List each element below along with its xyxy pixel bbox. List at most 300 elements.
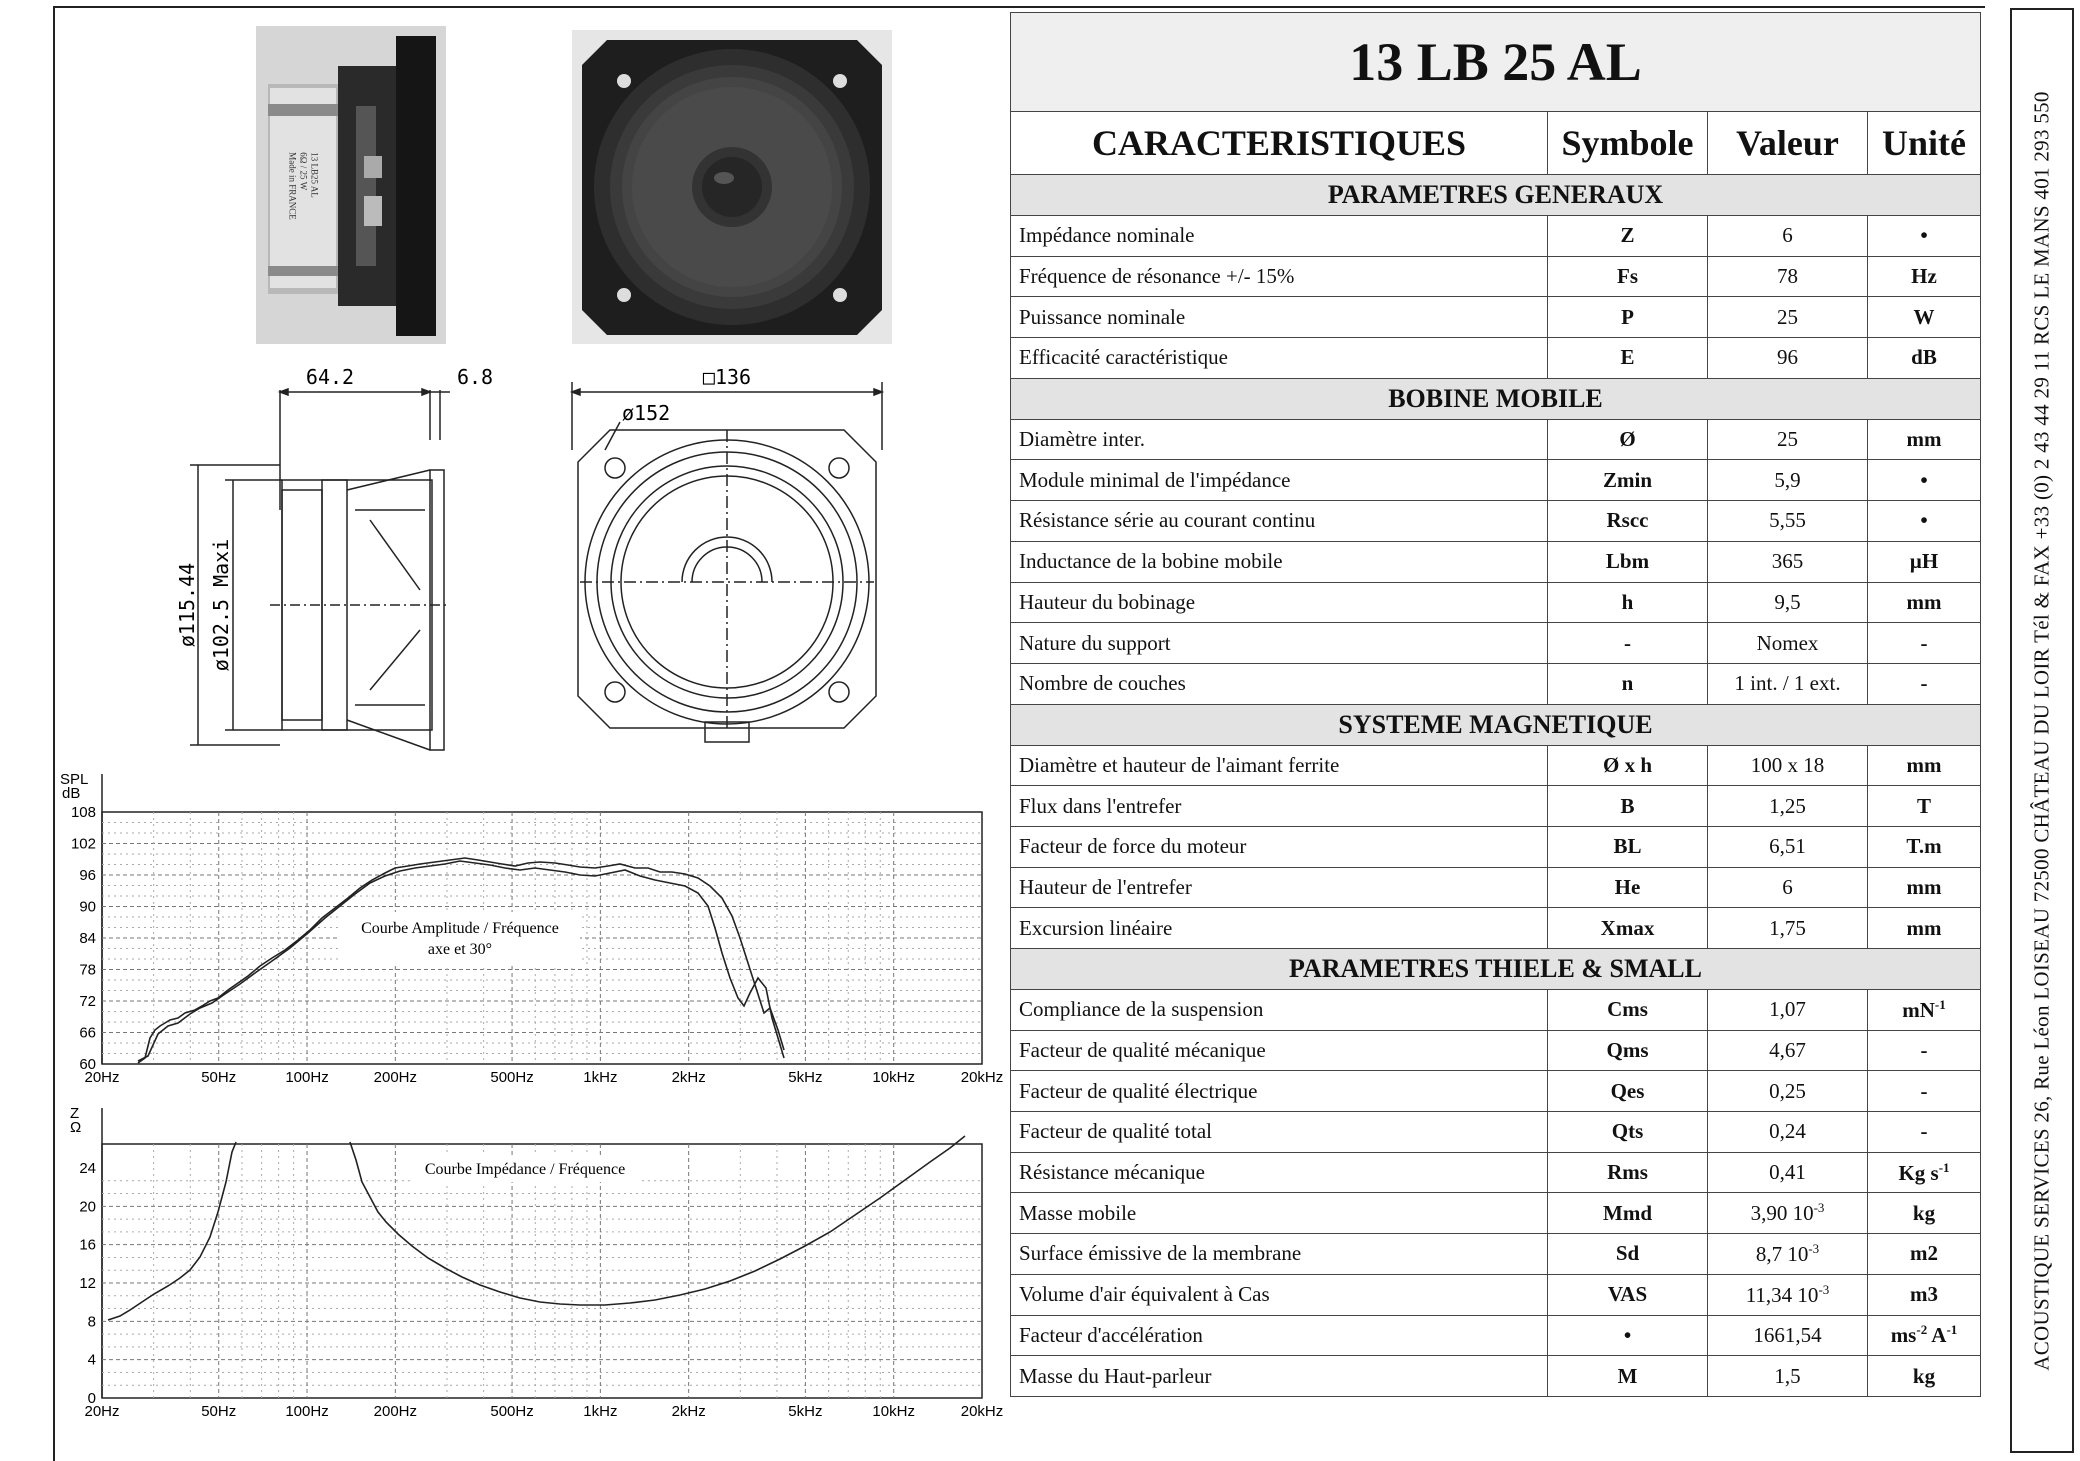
header-valeur: Valeur bbox=[1708, 112, 1868, 175]
spec-label bbox=[1011, 663, 1548, 704]
spec-label bbox=[1011, 908, 1548, 949]
spec-label bbox=[1011, 419, 1548, 460]
spec-row bbox=[1011, 1315, 1981, 1356]
spec-label-text: Impédance nominale bbox=[1019, 223, 1195, 248]
spec-row bbox=[1011, 1030, 1981, 1071]
spec-unit bbox=[1868, 663, 1981, 704]
dim-flange-label: 6.8 bbox=[456, 365, 494, 389]
spl-y-tick: 108 bbox=[70, 804, 96, 821]
spec-symbol bbox=[1548, 623, 1708, 664]
spec-value-text: 0,24 bbox=[1769, 1119, 1806, 1144]
spec-value bbox=[1708, 1152, 1868, 1193]
spec-value-text: 5,55 bbox=[1769, 508, 1806, 533]
spec-unit-text: • bbox=[1920, 508, 1928, 533]
spec-symbol-text: He bbox=[1614, 874, 1641, 899]
spec-row bbox=[1011, 1234, 1981, 1275]
spec-label-text: Facteur de force du moteur bbox=[1019, 834, 1247, 859]
section-header bbox=[1011, 704, 1981, 745]
spec-value-text: 1,25 bbox=[1769, 793, 1806, 818]
spec-value bbox=[1708, 786, 1868, 827]
spec-unit-text: mm bbox=[1906, 589, 1942, 614]
spec-unit-text: • bbox=[1920, 223, 1928, 248]
section-title: SYSTEME MAGNETIQUE bbox=[1011, 704, 1981, 745]
spec-value-exponent: -3 bbox=[1808, 1240, 1820, 1256]
spec-symbol bbox=[1548, 541, 1708, 582]
spec-row bbox=[1011, 1071, 1981, 1112]
imp-x-tick: 10kHz bbox=[872, 1403, 915, 1420]
spec-value bbox=[1708, 867, 1868, 908]
spec-label bbox=[1011, 1152, 1548, 1193]
spec-row bbox=[1011, 826, 1981, 867]
spec-row bbox=[1011, 623, 1981, 664]
spl-x-tick: 10kHz bbox=[872, 1069, 915, 1086]
spec-symbol-text: Qes bbox=[1610, 1078, 1645, 1103]
photo-label-origin: Made in FRANCE bbox=[287, 152, 298, 220]
header-symbole: Symbole bbox=[1548, 112, 1708, 175]
spec-unit-text: - bbox=[1920, 1038, 1928, 1063]
spec-label-text: Volume d'air équivalent à Cas bbox=[1019, 1282, 1270, 1307]
spec-unit-text: - bbox=[1920, 1119, 1928, 1144]
spec-unit bbox=[1868, 1193, 1981, 1234]
spec-label-text: Inductance de la bobine mobile bbox=[1019, 549, 1283, 574]
spec-symbol bbox=[1548, 1071, 1708, 1112]
spl-y-tick: 78 bbox=[79, 961, 96, 979]
front-view-drawing bbox=[560, 360, 900, 760]
spec-value-text: 4,67 bbox=[1769, 1038, 1806, 1063]
spec-value bbox=[1708, 1274, 1868, 1315]
spec-value-text: 365 bbox=[1771, 549, 1804, 574]
spl-x-tick: 50Hz bbox=[201, 1069, 237, 1086]
section-header bbox=[1011, 175, 1981, 216]
speaker-front-photo bbox=[572, 30, 892, 344]
spec-label-text: Excursion linéaire bbox=[1019, 915, 1173, 940]
imp-y-tick: 8 bbox=[87, 1313, 96, 1331]
spec-row bbox=[1011, 582, 1981, 623]
imp-y-tick: 16 bbox=[79, 1236, 96, 1254]
spec-symbol bbox=[1548, 663, 1708, 704]
spec-unit-text: ms bbox=[1890, 1323, 1917, 1348]
spec-symbol bbox=[1548, 1274, 1708, 1315]
spec-value-text: 0,25 bbox=[1769, 1078, 1806, 1103]
imp-x-tick: 50Hz bbox=[201, 1403, 237, 1420]
spec-unit bbox=[1868, 990, 1981, 1031]
spec-value bbox=[1708, 1112, 1868, 1153]
spec-value-text: 1,07 bbox=[1769, 997, 1806, 1022]
spec-row bbox=[1011, 501, 1981, 542]
spec-symbol bbox=[1548, 419, 1708, 460]
spec-label-text: Diamètre et hauteur de l'aimant ferrite bbox=[1019, 752, 1340, 777]
spec-symbol bbox=[1548, 1112, 1708, 1153]
spec-value bbox=[1708, 1193, 1868, 1234]
spec-symbol-text: Rscc bbox=[1606, 508, 1649, 533]
spec-unit bbox=[1868, 338, 1981, 379]
spl-x-tick: 200Hz bbox=[373, 1069, 418, 1086]
spec-symbol-text: Ø bbox=[1619, 427, 1636, 452]
spl-x-tick: 20Hz bbox=[84, 1069, 120, 1086]
spec-unit bbox=[1868, 501, 1981, 542]
spec-unit-text: - bbox=[1920, 630, 1928, 655]
spec-symbol-text: Z bbox=[1620, 223, 1635, 248]
spec-label bbox=[1011, 990, 1548, 1031]
spec-label-text: Hauteur de l'entrefer bbox=[1019, 874, 1192, 899]
spec-label bbox=[1011, 460, 1548, 501]
spec-label bbox=[1011, 541, 1548, 582]
spec-row bbox=[1011, 1274, 1981, 1315]
spec-label bbox=[1011, 1356, 1548, 1397]
spec-value bbox=[1708, 1234, 1868, 1275]
spec-label-text: Fréquence de résonance +/- 15% bbox=[1019, 264, 1295, 289]
spec-symbol bbox=[1548, 1030, 1708, 1071]
imp-x-tick: 20kHz bbox=[960, 1403, 1004, 1420]
spec-unit-text: • bbox=[1920, 467, 1928, 492]
spec-value-text: 6 bbox=[1782, 223, 1793, 248]
spec-symbol-text: Mmd bbox=[1603, 1200, 1652, 1225]
spec-value bbox=[1708, 908, 1868, 949]
spec-label bbox=[1011, 1315, 1548, 1356]
imp-x-tick: 2kHz bbox=[671, 1403, 706, 1420]
spec-unit bbox=[1868, 582, 1981, 623]
spl-y-tick: 84 bbox=[79, 930, 96, 947]
dim-depth-label: 64.2 bbox=[305, 365, 355, 389]
spec-row bbox=[1011, 908, 1981, 949]
spec-unit-text: mN bbox=[1902, 997, 1935, 1022]
spl-y-tick: 66 bbox=[79, 1024, 96, 1042]
spec-value-text: 6,51 bbox=[1769, 834, 1806, 859]
section-title: PARAMETRES GENERAUX bbox=[1011, 175, 1981, 216]
spec-unit bbox=[1868, 908, 1981, 949]
spec-row bbox=[1011, 541, 1981, 582]
spl-x-tick: 1kHz bbox=[583, 1069, 618, 1086]
spec-value bbox=[1708, 541, 1868, 582]
imp-caption: Courbe Impédance / Fréquence bbox=[424, 1161, 626, 1178]
spec-label-text: Efficacité caractéristique bbox=[1019, 345, 1228, 370]
spec-value bbox=[1708, 745, 1868, 786]
spec-value bbox=[1708, 582, 1868, 623]
spec-value-text: 96 bbox=[1777, 345, 1798, 370]
spec-symbol bbox=[1548, 582, 1708, 623]
speaker-front-photo-image bbox=[572, 30, 892, 344]
spec-symbol-text: BL bbox=[1613, 834, 1642, 859]
spec-unit bbox=[1868, 867, 1981, 908]
spec-unit bbox=[1868, 1315, 1981, 1356]
spec-label bbox=[1011, 582, 1548, 623]
spec-label-text: Facteur de qualité total bbox=[1019, 1119, 1213, 1144]
spec-value-exponent: -3 bbox=[1813, 1200, 1825, 1216]
spec-row bbox=[1011, 338, 1981, 379]
speaker-side-photo bbox=[256, 26, 446, 344]
spec-unit-text: mm bbox=[1906, 874, 1942, 899]
spec-value bbox=[1708, 256, 1868, 297]
spec-label-text: Facteur d'accélération bbox=[1019, 1322, 1203, 1347]
spec-symbol-text: P bbox=[1621, 304, 1634, 329]
spec-label-text: Facteur de qualité électrique bbox=[1019, 1078, 1258, 1103]
spec-unit bbox=[1868, 1030, 1981, 1071]
spec-label bbox=[1011, 623, 1548, 664]
spec-unit bbox=[1868, 623, 1981, 664]
spec-unit bbox=[1868, 460, 1981, 501]
spec-symbol bbox=[1548, 786, 1708, 827]
spec-unit-second: A bbox=[1927, 1323, 1947, 1348]
photo-label-model: 13 LB25 AL bbox=[309, 152, 320, 198]
imp-y-tick: 4 bbox=[87, 1351, 96, 1369]
spec-symbol-text: Qts bbox=[1611, 1119, 1644, 1144]
spec-symbol-text: E bbox=[1620, 345, 1635, 370]
spec-unit bbox=[1868, 1234, 1981, 1275]
spec-unit bbox=[1868, 419, 1981, 460]
spec-value-exponent: -3 bbox=[1818, 1281, 1830, 1297]
spl-caption-line1: Courbe Amplitude / Fréquence bbox=[361, 920, 559, 937]
spec-label-text: Facteur de qualité mécanique bbox=[1019, 1038, 1266, 1063]
spec-unit bbox=[1868, 826, 1981, 867]
spec-label-text: Résistance série au courant continu bbox=[1019, 508, 1316, 533]
spec-value bbox=[1708, 663, 1868, 704]
spec-label bbox=[1011, 501, 1548, 542]
spec-value bbox=[1708, 1315, 1868, 1356]
spec-label-text: Résistance mécanique bbox=[1019, 1160, 1206, 1185]
spec-symbol-text: • bbox=[1623, 1322, 1632, 1347]
spec-value-text: 9,5 bbox=[1774, 589, 1801, 614]
spec-symbol-text: Xmax bbox=[1600, 915, 1655, 940]
spec-row bbox=[1011, 297, 1981, 338]
spec-symbol bbox=[1548, 216, 1708, 257]
spec-unit bbox=[1868, 786, 1981, 827]
spec-value-text: 100 x 18 bbox=[1750, 752, 1825, 777]
spl-y-tick: 60 bbox=[79, 1056, 96, 1073]
spl-y-tick: 72 bbox=[79, 993, 96, 1010]
spec-label bbox=[1011, 256, 1548, 297]
spec-row bbox=[1011, 256, 1981, 297]
spec-unit-text: T bbox=[1917, 793, 1932, 818]
spec-label bbox=[1011, 1193, 1548, 1234]
spec-value bbox=[1708, 1071, 1868, 1112]
spec-unit-exponent: -1 bbox=[1938, 1159, 1950, 1175]
spec-symbol bbox=[1548, 297, 1708, 338]
spl-x-tick: 500Hz bbox=[490, 1069, 534, 1086]
spec-value-text: 6 bbox=[1782, 874, 1793, 899]
spec-row bbox=[1011, 1193, 1981, 1234]
spec-value-text: 0,41 bbox=[1769, 1160, 1806, 1185]
spl-graph bbox=[50, 768, 1010, 1098]
spec-value bbox=[1708, 1030, 1868, 1071]
spec-label-text: Nature du support bbox=[1019, 630, 1171, 655]
spec-value bbox=[1708, 990, 1868, 1031]
imp-x-tick: 20Hz bbox=[84, 1403, 120, 1420]
spec-unit bbox=[1868, 216, 1981, 257]
dim-dia2-label: ø102.5 Maxi bbox=[209, 538, 233, 672]
imp-x-tick: 5kHz bbox=[788, 1403, 823, 1420]
spec-label bbox=[1011, 826, 1548, 867]
spl-x-tick: 5kHz bbox=[788, 1069, 823, 1086]
spl-unit-top: SPL bbox=[60, 771, 89, 788]
spec-unit-text: - bbox=[1920, 1078, 1928, 1103]
section-title: PARAMETRES THIELE & SMALL bbox=[1011, 949, 1981, 990]
section-title: BOBINE MOBILE bbox=[1011, 378, 1981, 419]
spec-unit-text: W bbox=[1913, 304, 1935, 329]
spec-label-text: Module minimal de l'impédance bbox=[1019, 467, 1291, 492]
spec-unit-text: Kg s bbox=[1898, 1160, 1939, 1185]
spec-label-text: Flux dans l'entrefer bbox=[1019, 793, 1182, 818]
spec-unit bbox=[1868, 1071, 1981, 1112]
spec-value-text: 8,7 10 bbox=[1755, 1241, 1809, 1266]
spec-symbol bbox=[1548, 501, 1708, 542]
spec-unit bbox=[1868, 1356, 1981, 1397]
spec-value-text: 11,34 10 bbox=[1745, 1282, 1819, 1307]
section-header bbox=[1011, 378, 1981, 419]
spec-symbol bbox=[1548, 338, 1708, 379]
spec-unit-text: m2 bbox=[1910, 1241, 1938, 1266]
spec-unit-second-exponent: -1 bbox=[1946, 1322, 1958, 1338]
spec-unit-text: mm bbox=[1906, 427, 1942, 452]
spl-unit-bottom: dB bbox=[62, 785, 81, 802]
spec-label-text: Compliance de la suspension bbox=[1019, 997, 1264, 1022]
spec-label bbox=[1011, 1112, 1548, 1153]
spec-label bbox=[1011, 867, 1548, 908]
spec-symbol bbox=[1548, 1152, 1708, 1193]
spec-value-text: 1 int. / 1 ext. bbox=[1734, 671, 1841, 696]
spec-unit-text: m3 bbox=[1910, 1282, 1938, 1307]
spec-unit bbox=[1868, 541, 1981, 582]
spec-value bbox=[1708, 338, 1868, 379]
spec-unit-text: kg bbox=[1912, 1200, 1936, 1225]
photo-label-rating: 6Ω / 25 W bbox=[298, 152, 309, 191]
spl-caption-line2: axe et 30° bbox=[427, 941, 493, 958]
spl-x-tick: 100Hz bbox=[285, 1069, 329, 1086]
spec-label-text: Diamètre inter. bbox=[1019, 427, 1145, 452]
spec-symbol-text: h bbox=[1621, 589, 1634, 614]
spec-label-text: Puissance nominale bbox=[1019, 304, 1186, 329]
spec-value-text: 78 bbox=[1777, 264, 1798, 289]
spec-unit-text: dB bbox=[1911, 345, 1937, 370]
spec-row bbox=[1011, 1152, 1981, 1193]
imp-y-tick: 12 bbox=[79, 1275, 96, 1292]
spec-symbol bbox=[1548, 745, 1708, 786]
spec-unit bbox=[1868, 1152, 1981, 1193]
spec-value-text: 5,9 bbox=[1774, 467, 1801, 492]
spec-value-text: 1,75 bbox=[1769, 915, 1806, 940]
spec-label bbox=[1011, 1030, 1548, 1071]
spec-label bbox=[1011, 786, 1548, 827]
spl-y-tick: 96 bbox=[79, 867, 96, 884]
spec-label-text: Hauteur du bobinage bbox=[1019, 589, 1196, 614]
dim-diag-label: ø152 bbox=[622, 401, 671, 425]
spec-value-text: 1,5 bbox=[1774, 1363, 1801, 1388]
spec-label-text: Masse mobile bbox=[1019, 1200, 1137, 1225]
spec-unit bbox=[1868, 745, 1981, 786]
spec-label bbox=[1011, 338, 1548, 379]
spec-symbol bbox=[1548, 990, 1708, 1031]
spec-value-text: 25 bbox=[1777, 304, 1798, 329]
dim-square-label: □136 bbox=[702, 365, 752, 389]
spec-unit bbox=[1868, 256, 1981, 297]
spec-value bbox=[1708, 623, 1868, 664]
spec-symbol bbox=[1548, 826, 1708, 867]
spec-symbol bbox=[1548, 1356, 1708, 1397]
spec-value-text: 1661,54 bbox=[1753, 1322, 1822, 1347]
imp-unit-bottom: Ω bbox=[70, 1119, 82, 1136]
imp-x-tick: 200Hz bbox=[373, 1403, 418, 1420]
spec-label-text: Masse du Haut-parleur bbox=[1019, 1363, 1212, 1388]
spec-unit-text: - bbox=[1920, 671, 1928, 696]
spec-row bbox=[1011, 216, 1981, 257]
spec-row bbox=[1011, 663, 1981, 704]
spec-label bbox=[1011, 297, 1548, 338]
company-sidebar bbox=[2010, 8, 2074, 1453]
spec-symbol-text: B bbox=[1620, 793, 1635, 818]
spec-label bbox=[1011, 1274, 1548, 1315]
spec-symbol-text: n bbox=[1621, 671, 1634, 696]
spec-value bbox=[1708, 419, 1868, 460]
spec-value-text: 25 bbox=[1777, 427, 1798, 452]
photo-label bbox=[278, 126, 328, 246]
spec-symbol-text: M bbox=[1617, 1363, 1638, 1388]
spec-value-text: 3,90 10 bbox=[1750, 1201, 1814, 1226]
spec-label bbox=[1011, 745, 1548, 786]
spec-label bbox=[1011, 216, 1548, 257]
spec-value bbox=[1708, 826, 1868, 867]
spec-label bbox=[1011, 1071, 1548, 1112]
spec-symbol bbox=[1548, 1234, 1708, 1275]
spec-unit-exponent: -2 bbox=[1916, 1322, 1928, 1338]
spec-unit-text: mm bbox=[1906, 915, 1942, 940]
spec-row bbox=[1011, 419, 1981, 460]
company-contact-text: ACOUSTIQUE SERVICES 26, Rue Léon LOISEAU 72500 CHÂTEAU DU LOIR Tél & FAX +33 (0) 2 43 44 29 11 RCS LE MANS 401 293 550 bbox=[2029, 90, 2054, 1371]
spec-unit-text: mm bbox=[1906, 752, 1942, 777]
spec-unit-text: T.m bbox=[1906, 834, 1942, 859]
spl-x-tick: 2kHz bbox=[671, 1069, 706, 1086]
spec-symbol bbox=[1548, 1315, 1708, 1356]
section-header bbox=[1011, 949, 1981, 990]
imp-y-tick: 24 bbox=[79, 1160, 96, 1177]
spec-value bbox=[1708, 216, 1868, 257]
dim-dia1-label: ø115.44 bbox=[175, 562, 199, 648]
spec-unit-text: kg bbox=[1912, 1363, 1936, 1388]
imp-x-tick: 1kHz bbox=[583, 1403, 618, 1420]
spec-symbol-text: Zmin bbox=[1602, 467, 1652, 492]
spec-row bbox=[1011, 867, 1981, 908]
spec-unit-exponent: -1 bbox=[1934, 996, 1946, 1012]
spec-symbol bbox=[1548, 460, 1708, 501]
spec-value bbox=[1708, 1356, 1868, 1397]
side-view-drawing bbox=[170, 360, 510, 760]
spec-symbol bbox=[1548, 1193, 1708, 1234]
spec-symbol-text: Lbm bbox=[1605, 549, 1650, 574]
spec-symbol-text: Sd bbox=[1615, 1241, 1640, 1266]
spec-row bbox=[1011, 990, 1981, 1031]
spec-value bbox=[1708, 501, 1868, 542]
header-unite: Unité bbox=[1868, 112, 1981, 175]
spec-symbol-text: Fs bbox=[1617, 264, 1638, 289]
spec-unit-text: µH bbox=[1909, 549, 1939, 574]
spec-symbol-text: Ø x h bbox=[1602, 752, 1652, 777]
spec-row bbox=[1011, 1356, 1981, 1397]
spl-y-tick: 102 bbox=[70, 835, 96, 853]
spec-unit-text: Hz bbox=[1911, 264, 1937, 289]
spec-unit bbox=[1868, 297, 1981, 338]
spec-symbol-text: - bbox=[1624, 630, 1631, 655]
spec-value bbox=[1708, 460, 1868, 501]
spec-symbol bbox=[1548, 867, 1708, 908]
spec-symbol-text: VAS bbox=[1607, 1282, 1648, 1307]
imp-x-tick: 100Hz bbox=[285, 1403, 329, 1420]
spec-symbol-text: Cms bbox=[1607, 997, 1648, 1022]
spec-row bbox=[1011, 786, 1981, 827]
imp-unit-top: Z bbox=[70, 1105, 80, 1122]
imp-y-tick: 20 bbox=[79, 1198, 96, 1216]
imp-y-tick: 0 bbox=[87, 1390, 96, 1407]
spec-row bbox=[1011, 745, 1981, 786]
spec-symbol-text: Qms bbox=[1606, 1038, 1649, 1063]
model-title: 13 LB 25 AL bbox=[1011, 13, 1981, 112]
